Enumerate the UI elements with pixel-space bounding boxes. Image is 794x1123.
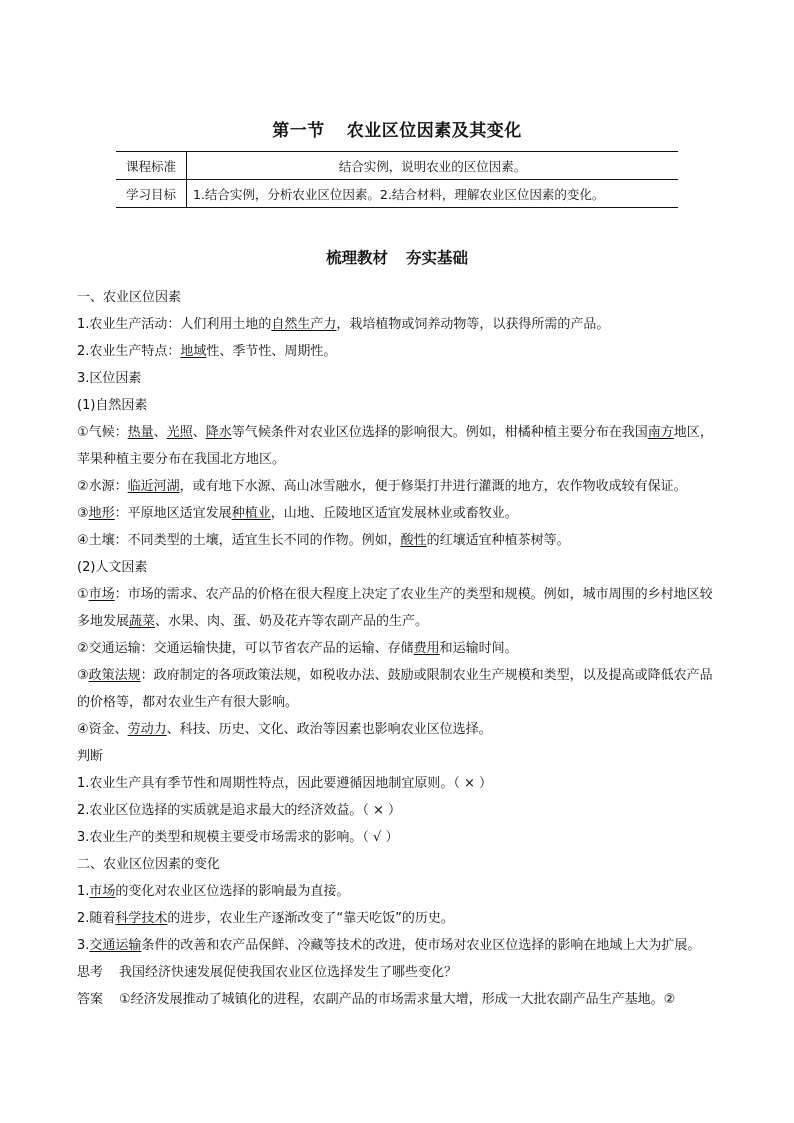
answer-blank: 科学技术 xyxy=(115,911,168,926)
heading-factor-changes: 二、农业区位因素的变化 xyxy=(77,857,221,872)
paragraph-production-features xyxy=(77,338,719,365)
text-span: 2.随着 xyxy=(77,911,116,926)
text-span: ：政府制定的各项政策法规，如税收办法、鼓励或限制农业生产规模和类型，以及提高或降低农产品的价格等，都对农业生产有很大影响。 xyxy=(77,668,713,710)
text-span: ① xyxy=(77,587,89,602)
text-span: ①气候： xyxy=(77,425,128,440)
paragraph-location-factors: 3.区位因素 xyxy=(77,371,142,386)
think-question xyxy=(77,959,719,986)
answer-blank: 酸性 xyxy=(400,533,427,548)
answer-blank: 地域 xyxy=(180,344,207,359)
answer-label: 答案 xyxy=(77,992,104,1007)
judge-item: 2.农业区位选择的实质就是追求最大的经济效益。（ × ） xyxy=(77,803,402,818)
answer-blank: 临近河湖 xyxy=(127,479,180,494)
table-row xyxy=(116,180,678,208)
text-span: 的变化对农业区位选择的影响最为直接。 xyxy=(115,884,350,899)
think-label: 思考 xyxy=(77,965,104,980)
text-span: 1. xyxy=(77,884,90,899)
answer-blank: 费用 xyxy=(413,641,440,656)
text-span: 等气候条件对农业区位选择的影响很大。例如，柑橘种植主要分布在我国 xyxy=(231,425,648,440)
paragraph-soil xyxy=(77,527,719,554)
paragraph-transport-change xyxy=(77,932,719,959)
paragraph-water xyxy=(77,473,719,500)
heading-human-factors: (2)人文因素 xyxy=(77,560,148,575)
text-span: ②交通运输：交通运输快捷，可以节省农产品的运输、存储 xyxy=(77,641,414,656)
answer-blank: 自然生产力 xyxy=(271,317,337,332)
answer-blank: 南方 xyxy=(647,425,674,440)
text-span: 地区，苹果种植主要分布在我国北方地区。 xyxy=(77,425,713,467)
paragraph-policy xyxy=(77,662,719,716)
text-span: 的红壤适宜种植茶树等。 xyxy=(426,533,570,548)
answer-blank: 光照 xyxy=(166,425,193,440)
answer-blank: 种植业 xyxy=(231,506,271,521)
paragraph-production-activity xyxy=(77,311,719,338)
answer-blank: 市场 xyxy=(89,884,116,899)
text-span: 性、季节性、周期性。 xyxy=(206,344,337,359)
text-span: 、 xyxy=(153,425,167,440)
text-span: ，或有地下水源、高山冰雪融水，便于修渠打井进行灌溉的地方，农作物收成较有保证。 xyxy=(179,479,687,494)
text-span: 3. xyxy=(77,938,90,953)
text-span: ③ xyxy=(77,506,89,521)
text-span: ④土壤：不同类型的土壤，适宜生长不同的作物。例如， xyxy=(77,533,401,548)
paragraph-climate xyxy=(77,419,719,473)
page-title xyxy=(0,116,794,141)
section-heading-part2: 夯实基础 xyxy=(406,249,469,267)
text-span: ④资金、 xyxy=(77,722,128,737)
table-row xyxy=(116,152,678,180)
answer-text: ①经济发展推动了城镇化的进程，农副产品的市场需求量大增，形成一大批农副产品生产基地。② xyxy=(119,992,676,1007)
table-key-curriculum-standard: 课程标准 xyxy=(116,152,187,180)
paragraph-transport xyxy=(77,635,719,662)
text-span: 、 xyxy=(192,425,206,440)
section-heading xyxy=(0,246,794,268)
judge-item: 1.农业生产具有季节性和周期性特点，因此要遵循因地制宜原则。（ × ） xyxy=(77,776,493,791)
text-span: ：平原地区适宜发展 xyxy=(114,506,232,521)
table-value-learning-goals: 1.结合实例，分析农业区位因素。2.结合材料，理解农业区位因素的变化。 xyxy=(187,180,679,208)
heading-judge: 判断 xyxy=(77,749,104,764)
text-span: 、水果、肉、蛋、奶及花卉等农副产品的生产。 xyxy=(155,614,429,629)
text-span: ，栽培植物或饲养动物等，以获得所需的产品。 xyxy=(336,317,610,332)
text-span: ②水源： xyxy=(77,479,128,494)
think-text: 我国经济快速发展促使我国农业区位选择发生了哪些变化？ xyxy=(119,965,458,980)
paragraph-market-change xyxy=(77,878,719,905)
title-text: 农业区位因素及其变化 xyxy=(346,121,522,141)
text-span: 的进步，农业生产逐渐改变了“靠天吃饭”的历史。 xyxy=(167,911,454,926)
text-span: 和运输时间。 xyxy=(439,641,518,656)
text-span: ，山地、丘陵地区适宜发展林业或畜牧业。 xyxy=(270,506,518,521)
table-value-curriculum-standard: 结合实例，说明农业的区位因素。 xyxy=(187,152,679,180)
curriculum-standard-table xyxy=(116,151,678,208)
judge-item: 3.农业生产的类型和规模主要受市场需求的影响。（ √ ） xyxy=(77,830,399,845)
text-span: ：市场的需求、农产品的价格在很大程度上决定了农业生产的类型和规模。例如，城市周围的乡村地区较多地发展 xyxy=(77,587,713,629)
text-span: ③ xyxy=(77,668,89,683)
heading-natural-factors: (1)自然因素 xyxy=(77,398,148,413)
table-key-learning-goals: 学习目标 xyxy=(116,180,187,208)
text-span: 1.农业生产活动：人们利用土地的 xyxy=(77,317,272,332)
answer-blank: 市场 xyxy=(88,587,115,602)
heading-agri-location-factors: 一、农业区位因素 xyxy=(77,290,182,305)
answer-blank: 劳动力 xyxy=(127,722,167,737)
answer-blank: 蔬菜 xyxy=(129,614,156,629)
paragraph-terrain xyxy=(77,500,719,527)
paragraph-other-factors xyxy=(77,716,719,743)
paragraph-tech-change xyxy=(77,905,719,932)
answer-blank: 交通运输 xyxy=(89,938,142,953)
paragraph-market xyxy=(77,581,719,635)
answer-blank: 降水 xyxy=(205,425,232,440)
answer-blank: 热量 xyxy=(127,425,154,440)
answer-blank: 政策法规 xyxy=(88,668,141,683)
text-span: 条件的改善和农产品保鲜、冷藏等技术的改进，使市场对农业区位选择的影响在地域上大为扩展。 xyxy=(141,938,701,953)
answer-paragraph xyxy=(77,986,719,1013)
answer-blank: 地形 xyxy=(88,506,115,521)
text-span: 2.农业生产特点： xyxy=(77,344,181,359)
text-span: 、科技、历史、文化、政治等因素也影响农业区位选择。 xyxy=(166,722,492,737)
document-body xyxy=(77,284,719,1013)
section-heading-part1: 梳理教材 xyxy=(325,249,388,267)
title-section-number: 第一节 xyxy=(272,121,325,141)
